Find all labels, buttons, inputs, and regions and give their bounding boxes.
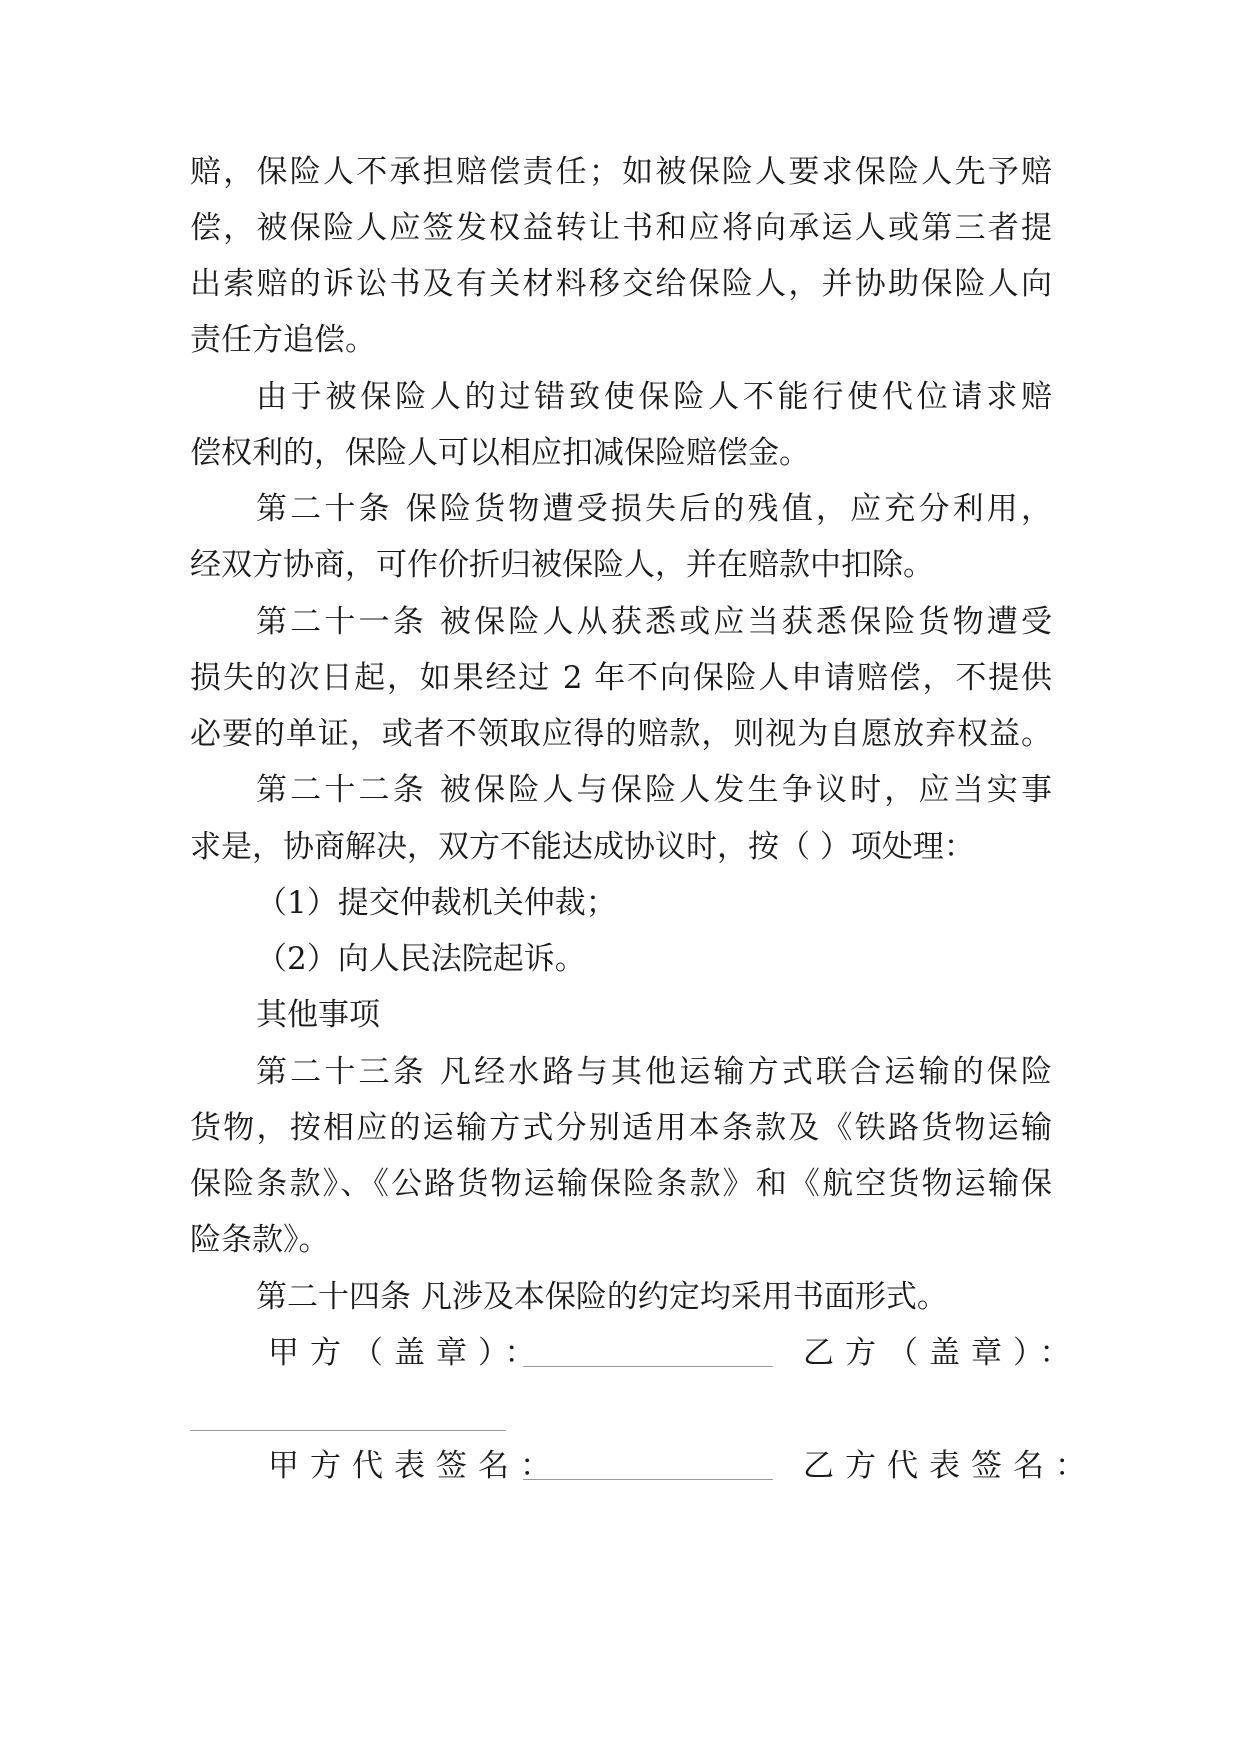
text-line: 损失的次日起，如果经过 2 年不向保险人申请赔偿，不提供 — [190, 660, 1052, 696]
article-22-line: 第二十二条 被保险人与保险人发生争议时，应当实事 — [256, 772, 1052, 808]
text-line: 出索赔的诉讼书及有关材料移交给保险人，并协助保险人向 — [190, 266, 1052, 302]
party-a-rep-label: 甲方代表签名： — [268, 1448, 562, 1484]
list-item: （2）向人民法院起诉。 — [256, 941, 586, 977]
text-line: 求是，协商解决，双方不能达成协议时，按（ ）项处理： — [190, 829, 975, 865]
text-line: 险条款》。 — [190, 1222, 330, 1258]
text-line: 赔，保险人不承担赔偿责任；如被保险人要求保险人先予赔 — [190, 154, 1052, 190]
text-line: 偿，被保险人应签发权益转让书和应将向承运人或第三者提 — [190, 210, 1052, 246]
list-item: （1）提交仲裁机关仲裁； — [256, 885, 617, 921]
article-21-line: 第二十一条 被保险人从获悉或应当获悉保险货物遭受 — [256, 604, 1052, 640]
text-line: 偿权利的，保险人可以相应扣减保险赔偿金。 — [190, 435, 810, 471]
text-line: 必要的单证，或者不领取应得的赔款，则视为自愿放弃权益。 — [190, 716, 1052, 752]
section-heading: 其他事项 — [256, 997, 380, 1033]
text-line: 由于被保险人的过错致使保险人不能行使代位请求赔 — [256, 379, 1052, 415]
party-a-seal-blank[interactable] — [523, 1366, 773, 1367]
party-b-seal-blank[interactable] — [190, 1430, 506, 1431]
article-23-line: 第二十三条 凡经水路与其他运输方式联合运输的保险 — [256, 1054, 1052, 1090]
text-line: 保险条款》、《公路货物运输保险条款》和《航空货物运输保 — [190, 1166, 1052, 1202]
text-line: 货物，按相应的运输方式分别适用本条款及《铁路货物运输 — [190, 1110, 1052, 1146]
article-24-line: 第二十四条 凡涉及本保险的约定均采用书面形式。 — [256, 1279, 948, 1315]
article-20-line: 第二十条 保险货物遭受损失后的残值，应充分利用， — [256, 491, 1052, 527]
party-b-rep-label: 乙方代表签名： — [803, 1448, 1097, 1484]
party-a-seal-label: 甲方（盖章）： — [268, 1335, 547, 1371]
text-line: 经双方协商，可作价折归被保险人，并在赔款中扣除。 — [190, 547, 934, 583]
party-b-seal-label: 乙方（盖章）： — [803, 1335, 1082, 1371]
party-a-rep-blank[interactable] — [523, 1479, 773, 1480]
text-line: 责任方追偿。 — [190, 322, 376, 358]
